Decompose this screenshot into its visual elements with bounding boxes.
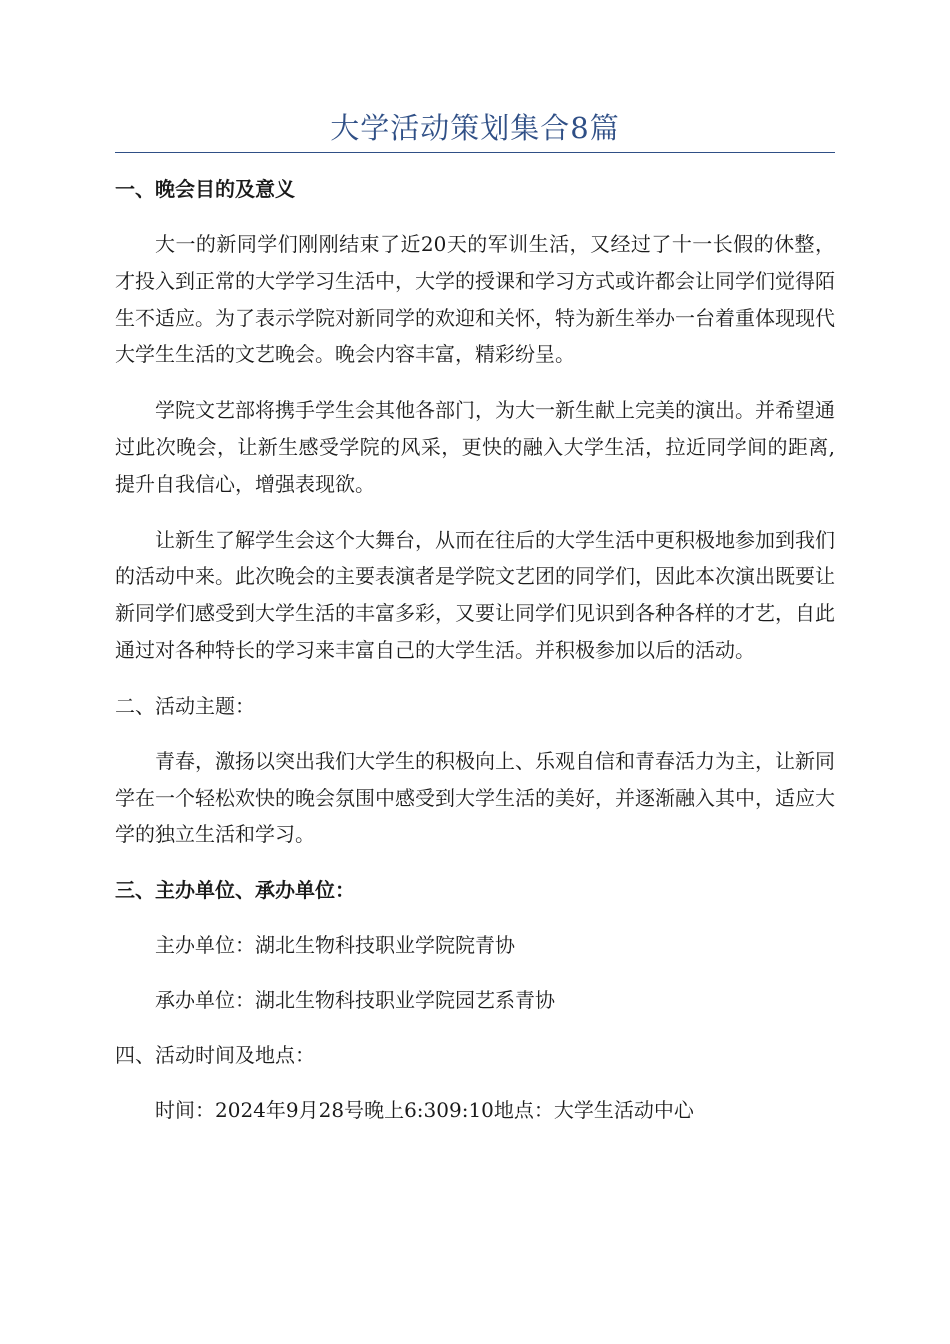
title-underline xyxy=(115,152,835,153)
paragraph-purpose-1: 大一的新同学们刚刚结束了近20天的军训生活，又经过了十一长假的休整，才投入到正常的大学学习生活中，大学的授课和学习方式或许都会让同学们觉得陌生不适应。为了表示学院对新同学的欢迎和关怀，特为新生举办一台着重体现现代大学生生活的文艺晚会。晚会内容丰富，精彩纷呈。 xyxy=(115,232,835,367)
document-page xyxy=(115,108,835,1147)
paragraph-purpose-2: 学院文艺部将携手学生会其他各部门，为大一新生献上完美的演出。并希望通过此次晚会，让新生感受学院的风采，更快的融入大学生活，拉近同学间的距离,提升自我信心，增强表现欲。 xyxy=(115,398,835,496)
paragraph-theme: 青春，激扬以突出我们大学生的积极向上、乐观自信和青春活力为主，让新同学在一个轻松欢快的晚会氛围中感受到大学生活的美好，并逐渐融入其中，适应大学的独立生活和学习。 xyxy=(115,748,835,847)
document-title: 大学活动策划集合8篇 xyxy=(330,111,620,145)
organizer-unit-line: 承办单位：湖北生物科技职业学院园艺系青协 xyxy=(155,988,555,1013)
time-place-line: 时间：2024年9月28号晚上6:309:10地点：大学生活动中心 xyxy=(155,1098,694,1123)
host-unit-line: 主办单位：湖北生物科技职业学院院青协 xyxy=(155,933,515,958)
paragraph-purpose-3: 让新生了解学生会这个大舞台，从而在往后的大学生活中更积极地参加到我们的活动中来。此次晚会的主要表演者是学院文艺团的同学们，因此本次演出既要让新同学们感受到大学生活的丰富多彩，又要让同学们见识到各种各样的才艺，自此通过对各种特长的学习来丰富自己的大学生活。并积极参加以后的活动。 xyxy=(115,527,835,662)
section-heading-organizers: 三、主办单位、承办单位： xyxy=(115,878,355,903)
section-heading-purpose: 一、晚会目的及意义 xyxy=(115,177,295,201)
section-heading-theme: 二、活动主题： xyxy=(115,693,255,718)
section-heading-time-place: 四、活动时间及地点： xyxy=(115,1043,315,1068)
